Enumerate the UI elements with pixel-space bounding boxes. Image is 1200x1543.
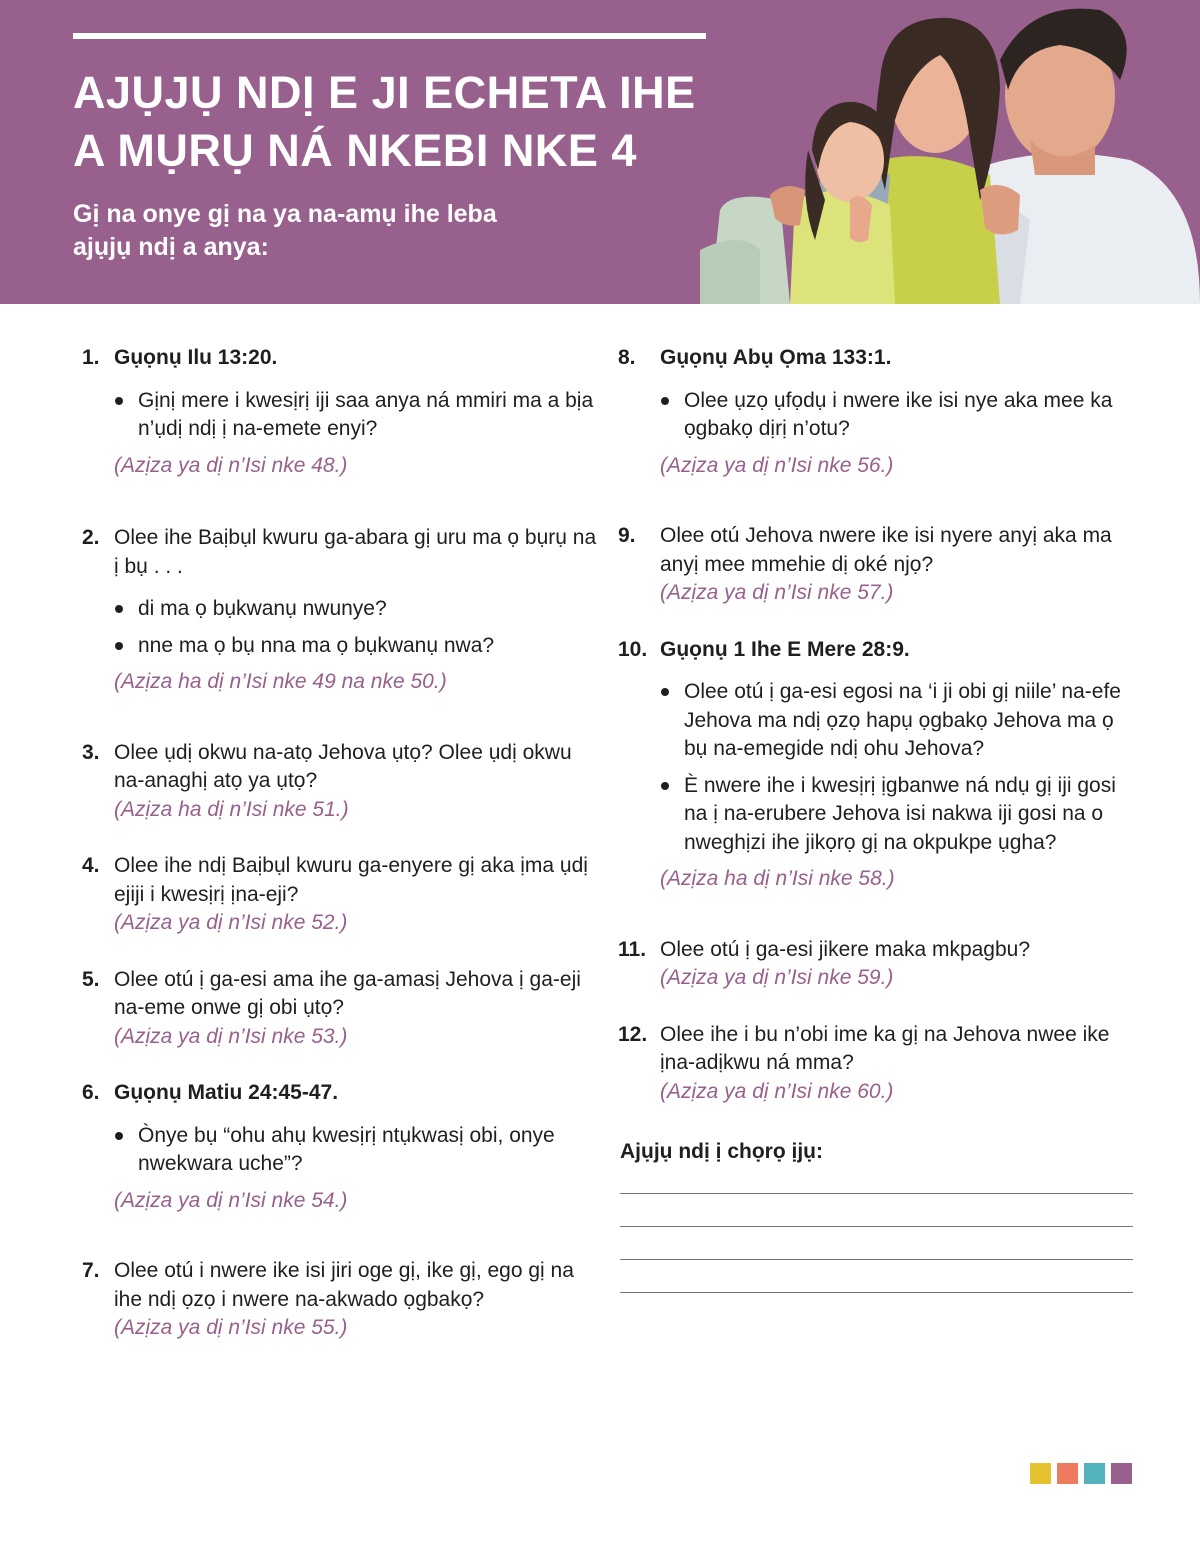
bullet-list [114,387,602,444]
answer-reference: (Azịza ya dị n’Isi nke 55.) [114,1316,348,1339]
answer-reference: (Azịza ha dị n’Isi nke 49 na nke 50.) [114,670,447,693]
swatch-coral [1057,1463,1078,1484]
color-swatches [1030,1463,1132,1484]
question-number: 8. [618,346,636,369]
question-number: 2. [82,526,100,549]
question-12 [618,1021,1138,1107]
answer-reference: (Azịza ya dị n’Isi nke 54.) [114,1188,348,1212]
question-number: 10. [618,637,648,661]
swatch-purple [1111,1463,1132,1484]
answer-reference: (Azịza ya dị n’Isi nke 59.) [660,966,894,989]
answer-reference: (Azịza ya dị n’Isi nke 53.) [114,1024,348,1048]
bullet-list [660,387,1138,444]
header-rule [73,33,706,39]
question-10 [618,636,1138,894]
question-3 [82,739,602,825]
question-text: Olee otú i nwere ike isi jiri oge gị, ike gị, ego gị na ihe ndị ọzọ i nwere na-akwado ọgbakọ? [114,1259,574,1311]
question-number: 7. [82,1259,100,1282]
question-1 [82,344,602,480]
question-text: Olee ihe Baịbụl kwuru ga-abara gị uru ma ọ bụrụ na ị bụ . . . [114,526,597,578]
questions-right-column [618,344,1138,1106]
family-praying-illustration [700,0,1200,304]
question-number: 4. [82,854,100,877]
bullet-item: Olee ụzọ ụfọdụ i nwere ike isi nye aka mee ka ọgbakọ dịrị n’otu? [660,387,1138,444]
swatch-teal [1084,1463,1105,1484]
swatch-yellow [1030,1463,1051,1484]
question-7 [82,1257,602,1343]
answer-reference: (Azịza ya dị n’Isi nke 48.) [114,453,348,477]
answer-reference: (Azịza ya dị n’Isi nke 56.) [660,453,894,477]
bullet-item: di ma ọ bụkwanụ nwunye? [114,595,602,624]
question-text: Olee otú ị ga-esi jikere maka mkpagbu? [660,937,1031,961]
question-text: Gụọnụ Ilu 13:20. [114,346,278,369]
questions-left-column [82,344,602,1343]
question-4 [82,852,602,938]
question-number: 9. [618,524,636,547]
answer-reference: (Azịza ya dị n’Isi nke 52.) [114,911,348,934]
notes-section [620,1138,1133,1293]
note-line[interactable] [620,1259,1133,1260]
question-text: Gụọnụ 1 Ihe E Mere 28:9. [660,637,910,661]
bullet-list [660,678,1138,857]
page-subtitle: Gị na onye gị na ya na-amụ ihe leba ajụjụ ndị a anya: [73,200,497,261]
bullet-list [114,595,602,660]
page-title [73,64,696,180]
note-line[interactable] [620,1193,1133,1194]
note-line[interactable] [620,1292,1133,1293]
question-number: 3. [82,740,100,764]
question-text: Gụọnụ Matiu 24:45-47. [114,1081,339,1104]
answer-reference: (Azịza ha dị n’Isi nke 58.) [660,867,895,890]
bullet-item: nne ma ọ bụ nna ma ọ bụkwanụ nwa? [114,632,602,661]
question-text: Gụọnụ Abụ Ọma 133:1. [660,346,892,369]
question-text: Olee otú Jehova nwere ike isi nyere anyị aka ma anyị mee mmehie dị oké njọ? [660,524,1112,576]
bullet-item: Ònye bụ “ohu ahụ kwesịrị ntụkwasị obi, onye nwekwara uche”? [114,1122,602,1179]
page-header [0,0,1200,304]
question-number: 11. [618,937,647,961]
question-text: Olee ụdị okwu na-atọ Jehova ụtọ? Olee ụdị okwu na-anaghị atọ ya ụtọ? [114,740,572,792]
question-text: Olee otú ị ga-esi ama ihe ga-amasị Jehova ị ga-eji na-eme onwe gị obi ụtọ? [114,967,581,1019]
question-number: 1. [82,346,100,369]
question-number: 5. [82,967,100,991]
answer-reference: (Azịza ya dị n’Isi nke 57.) [660,581,894,604]
question-text: Olee ihe i bu n’obi ime ka gị na Jehova nwee ike ịna-adịkwu ná mma? [660,1022,1110,1074]
question-number: 12. [618,1022,648,1046]
question-8 [618,344,1138,480]
answer-reference: (Azịza ya dị n’Isi nke 60.) [660,1079,894,1103]
question-2 [82,524,602,697]
question-9 [618,522,1138,608]
bullet-item: Olee otú ị ga-esi egosi na ‘i ji obi gị niile’ na-efe Jehova ma ndị ọzọ hapụ ọgbakọ Jehova ma ọ bụ na-emegide ndị ohu Jehova? [660,678,1138,764]
question-6 [82,1079,602,1215]
title-line-1: AJỤJỤ NDỊ E JI ECHETA IHE [73,67,696,118]
answer-reference: (Azịza ha dị n’Isi nke 51.) [114,797,349,821]
bullet-list [114,1122,602,1179]
note-line[interactable] [620,1226,1133,1227]
question-11 [618,936,1138,993]
bullet-item: Gịnị mere i kwesịrị iji saa anya ná mmiri ma a bịa n’ụdị ndị ị na-emete enyi? [114,387,602,444]
bullet-item: È nwere ihe i kwesịrị ịgbanwe ná ndụ gị iji gosi na ị na-erubere Jehova isi nakwa iji gosi na o nweghịzi ihe jikọrọ gị na okpukpe ụgha? [660,772,1138,858]
notes-label: Ajụjụ ndị ị chọrọ ịjụ: [620,1140,823,1163]
question-text: Olee ihe ndị Baịbụl kwuru ga-enyere gị aka ịma ụdị ejiji i kwesịrị ịna-eji? [114,854,588,906]
title-line-2: A MỤRỤ NÁ NKEBI NKE 4 [73,125,637,176]
question-number: 6. [82,1081,100,1104]
question-5 [82,966,602,1052]
